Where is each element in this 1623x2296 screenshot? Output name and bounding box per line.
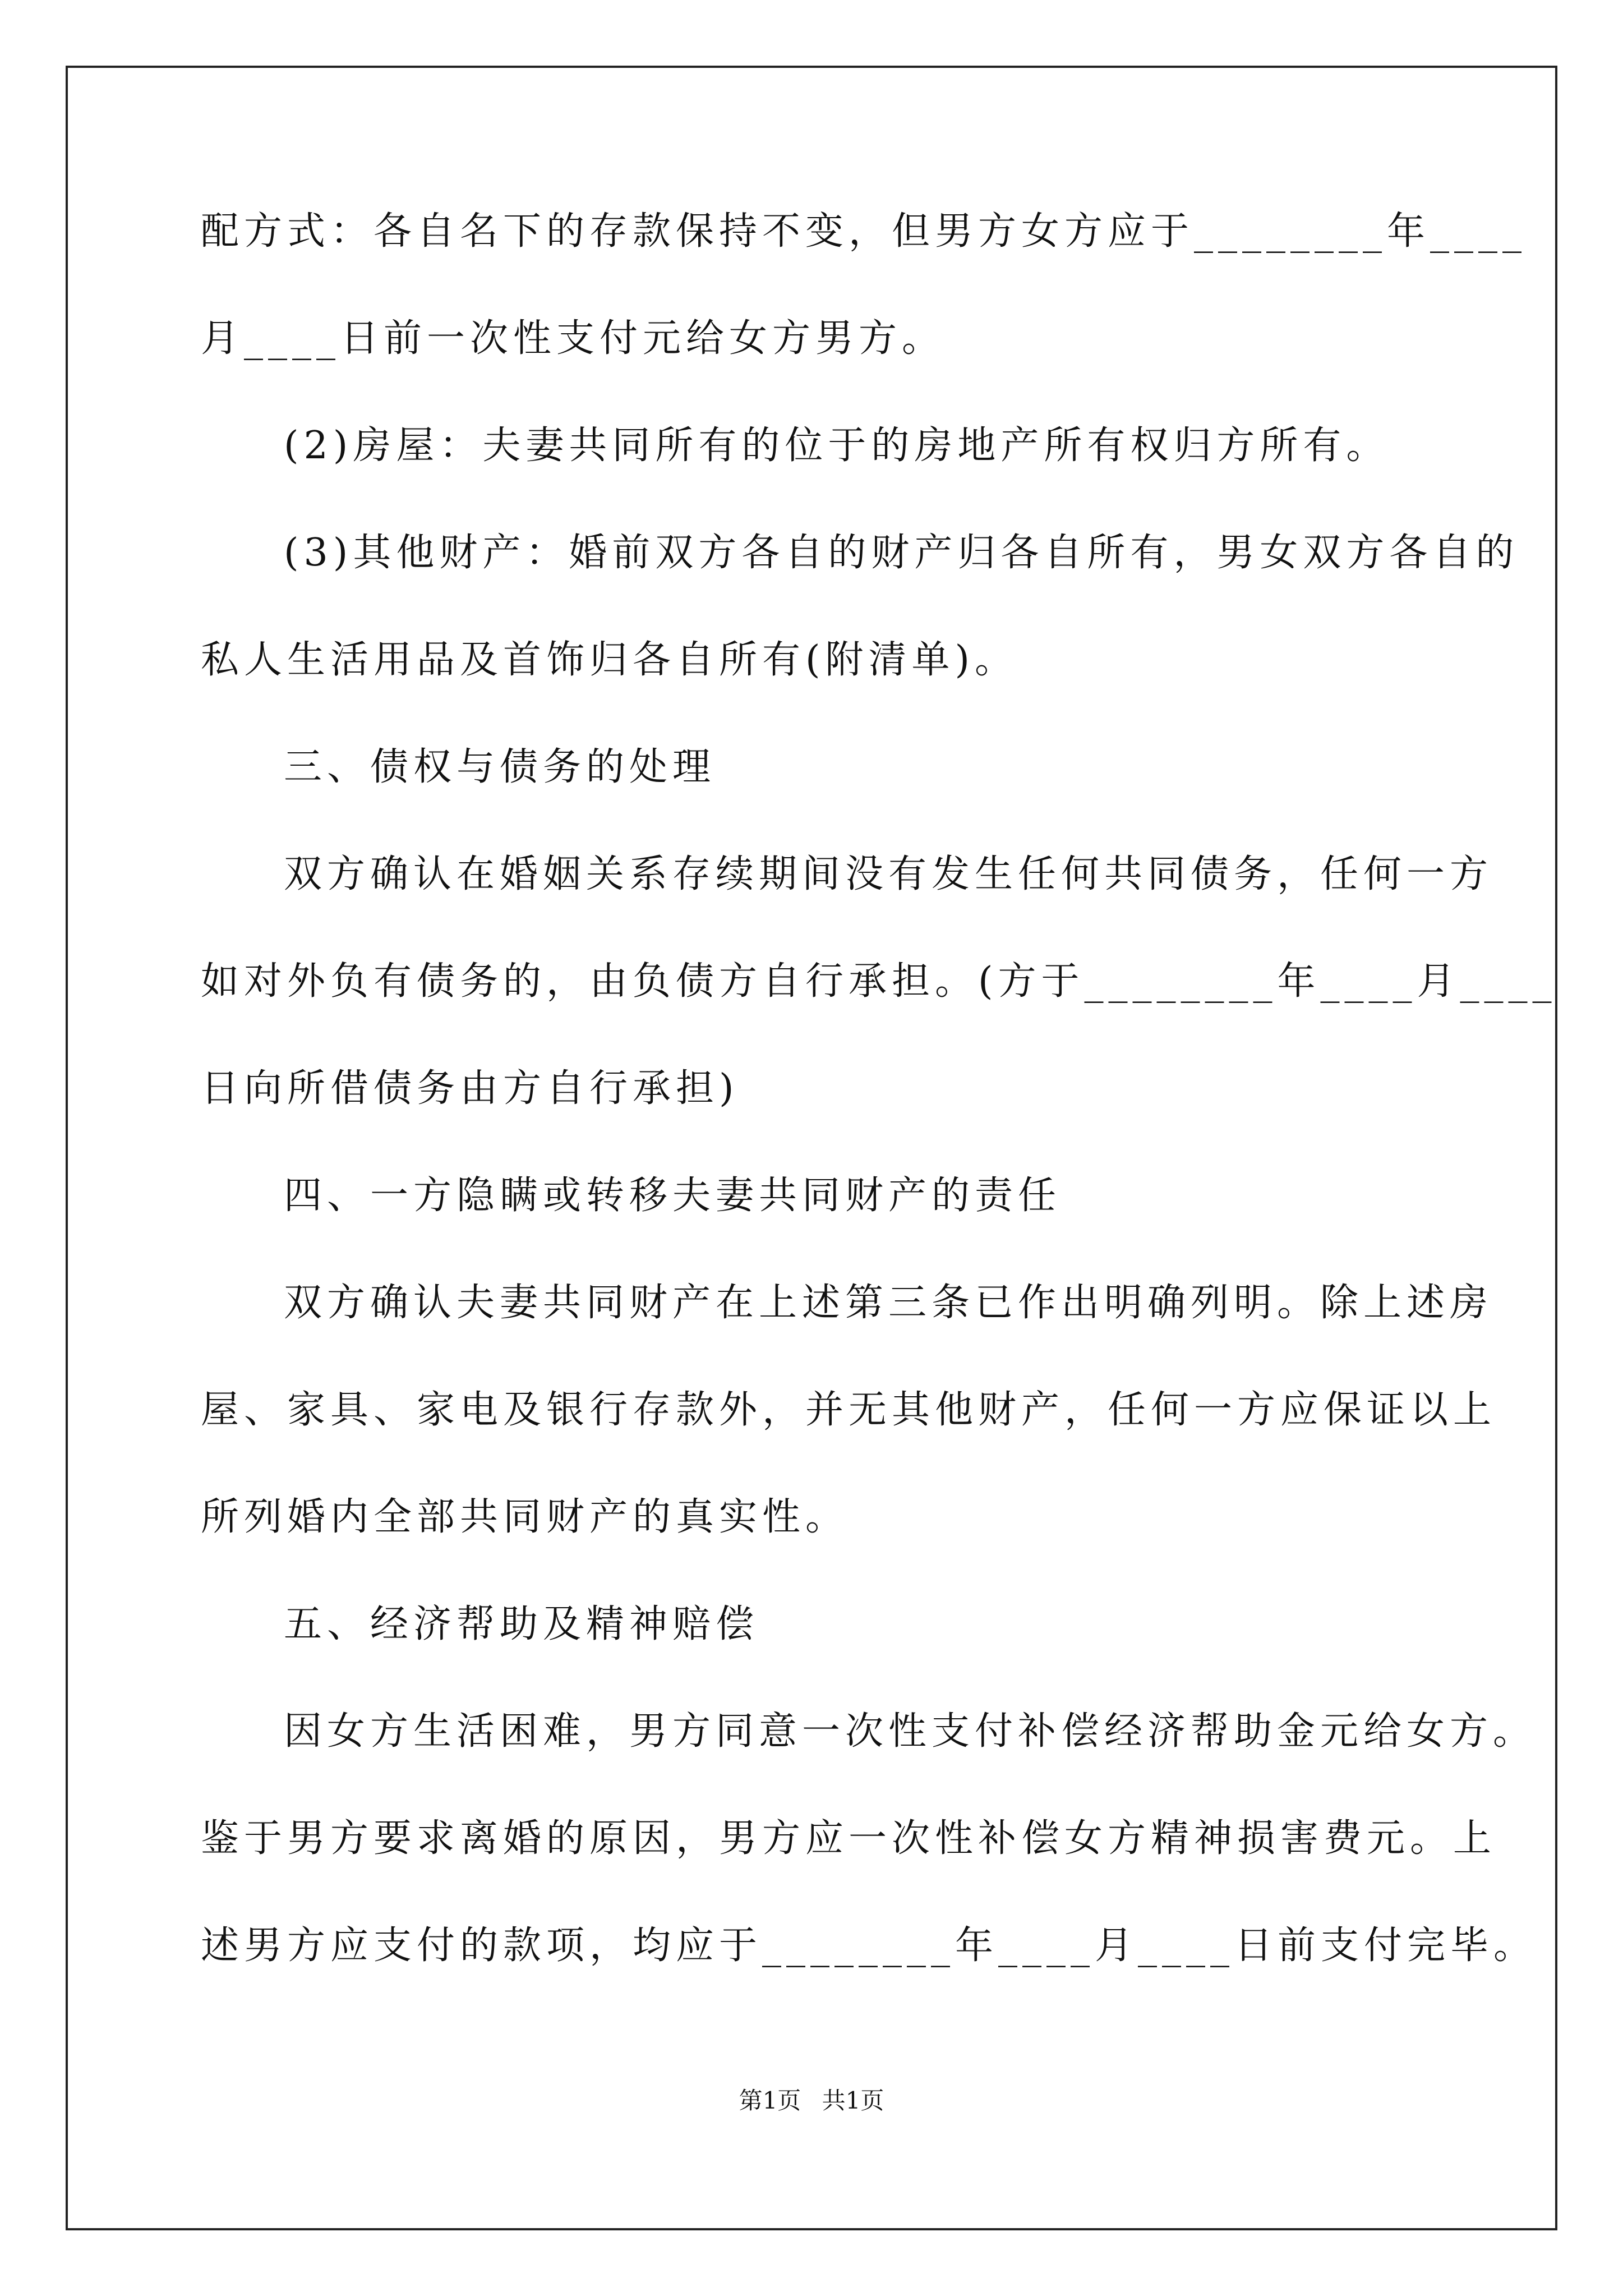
text-line: 月____日前一次性支付元给女方男方。	[201, 316, 946, 361]
text-line: (2)房屋：夫妻共同所有的位于的房地产所有权归方所有。	[284, 424, 1390, 468]
text-line: 如对外负有债务的，由负债方自行承担。(方于________年____月____	[201, 959, 1557, 1004]
section-heading: 三、债权与债务的处理	[284, 745, 716, 789]
text-line: 因女方生活困难，男方同意一次性支付补偿经济帮助金元给女方。	[284, 1709, 1537, 1754]
text-line: 双方确认在婚姻关系存续期间没有发生任何共同债务，任何一方	[284, 852, 1493, 896]
page-footer	[0, 2087, 1623, 2115]
section-heading: 五、经济帮助及精神赔偿	[284, 1602, 759, 1646]
section-heading: 四、一方隐瞒或转移夫妻共同财产的责任	[284, 1174, 1062, 1218]
text-line: 屋、家具、家电及银行存款外，并无其他财产，任何一方应保证以上	[201, 1388, 1497, 1432]
text-line: 所列婚内全部共同财产的真实性。	[201, 1495, 849, 1539]
text-line: 述男方应支付的款项，均应于________年____月____日前支付完毕。	[201, 1924, 1537, 1968]
text-line: 鉴于男方要求离婚的原因，男方应一次性补偿女方精神损害费元。上	[201, 1816, 1497, 1861]
page-number: 第1页	[739, 2087, 801, 2114]
text-line: 私人生活用品及首饰归各自所有(附清单)。	[201, 638, 1018, 682]
page-total: 共1页	[822, 2087, 884, 2114]
text-line: 日向所借债务由方自行承担)	[201, 1066, 739, 1111]
document-body	[201, 208, 1557, 1970]
text-line: 配方式：各自名下的存款保持不变，但男方女方应于________年____	[201, 209, 1527, 254]
text-line: (3)其他财产：婚前双方各自的财产归各自所有，男女双方各自的	[284, 531, 1519, 575]
text-line: 双方确认夫妻共同财产在上述第三条已作出明确列明。除上述房	[284, 1281, 1493, 1325]
